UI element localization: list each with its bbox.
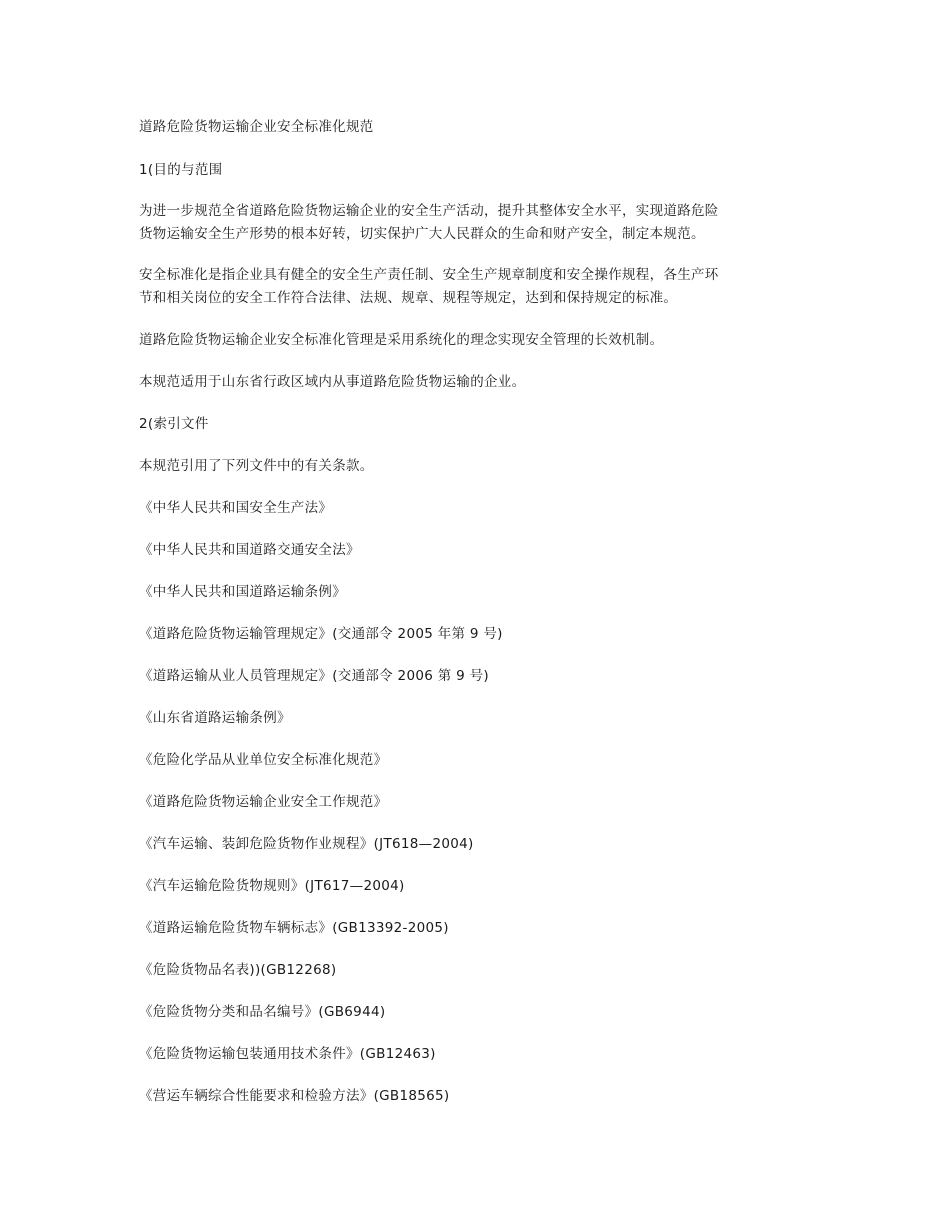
reference-item: 《道路危险货物运输企业安全工作规范》 bbox=[139, 794, 388, 810]
reference-item: 《中华人民共和国安全生产法》 bbox=[139, 500, 333, 516]
reference-item: 《危险化学品从业单位安全标准化规范》 bbox=[139, 752, 388, 768]
paragraph-purpose bbox=[139, 200, 811, 245]
section-heading-references: 2(索引文件 bbox=[139, 416, 209, 432]
paragraph-applicability: 本规范适用于山东省行政区域内从事道路危险货物运输的企业。 bbox=[139, 374, 526, 390]
paragraph-mechanism: 道路危险货物运输企业安全标准化管理是采用系统化的理念实现安全管理的长效机制。 bbox=[139, 332, 664, 348]
reference-item: 《道路运输从业人员管理规定》(交通部令 2006 第 9 号) bbox=[139, 668, 489, 684]
reference-item: 《汽车运输危险货物规则》(JT617—2004) bbox=[139, 878, 405, 894]
paragraph-line: 为进一步规范全省道路危险货物运输企业的安全生产活动，提升其整体安全水平，实现道路危险 bbox=[139, 203, 719, 219]
reference-item: 《中华人民共和国道路运输条例》 bbox=[139, 584, 346, 600]
reference-item: 《营运车辆综合性能要求和检验方法》(GB18565) bbox=[139, 1088, 450, 1104]
reference-item: 《道路运输危险货物车辆标志》(GB13392-2005) bbox=[139, 920, 449, 936]
document-title: 道路危险货物运输企业安全标准化规范 bbox=[139, 119, 374, 135]
reference-item: 《中华人民共和国道路交通安全法》 bbox=[139, 542, 360, 558]
reference-item: 《危险货物品名表))(GB12268) bbox=[139, 962, 337, 978]
paragraph-definition bbox=[139, 264, 811, 309]
paragraph-line: 节和相关岗位的安全工作符合法律、法规、规章、规程等规定，达到和保持规定的标准。 bbox=[139, 289, 678, 306]
paragraph-line: 货物运输安全生产形势的根本好转，切实保护广大人民群众的生命和财产安全，制定本规范。 bbox=[139, 225, 705, 242]
section-heading-purpose-scope: 1(目的与范围 bbox=[139, 162, 223, 178]
reference-item: 《道路危险货物运输管理规定》(交通部令 2005 年第 9 号) bbox=[139, 626, 503, 642]
paragraph-line: 安全标准化是指企业具有健全的安全生产责任制、安全生产规章制度和安全操作规程，各生产环 bbox=[139, 267, 719, 283]
reference-item: 《山东省道路运输条例》 bbox=[139, 710, 291, 726]
reference-item: 《危险货物分类和品名编号》(GB6944) bbox=[139, 1004, 386, 1020]
references-intro: 本规范引用了下列文件中的有关条款。 bbox=[139, 458, 374, 474]
reference-item: 《汽车运输、装卸危险货物作业规程》(JT618—2004) bbox=[139, 836, 474, 852]
reference-item: 《危险货物运输包装通用技术条件》(GB12463) bbox=[139, 1046, 436, 1062]
